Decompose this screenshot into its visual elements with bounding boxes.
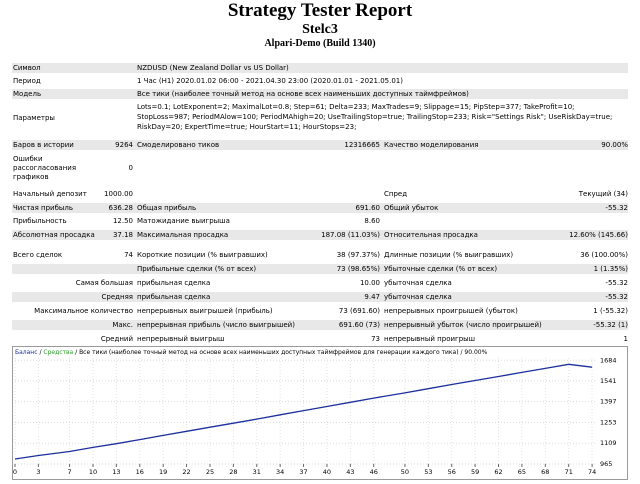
errors-label-1: Ошибки (13, 155, 43, 163)
period-label: Период (13, 77, 41, 85)
abs-drawdown-label: Абсолютная просадка (13, 231, 95, 239)
row-background (12, 63, 628, 73)
model-label: Модель (13, 90, 42, 98)
max-profit-value: 691.60 (73) (338, 321, 380, 329)
y-tick-label: 1684 (600, 356, 617, 365)
balance-chart-svg (12, 346, 628, 480)
chart-legend (15, 349, 488, 356)
x-tick-label: 7 (67, 468, 72, 476)
balance-chart (12, 346, 628, 480)
ticks-label: Смоделировано тиков (137, 141, 220, 149)
x-tick-label: 31 (252, 468, 261, 476)
errors-value: 0 (128, 164, 133, 172)
max-drawdown-label: Максимальная просадка (137, 231, 229, 239)
average-loss-label: убыточная сделка (384, 293, 452, 301)
short-positions-value: 38 (97.37%) (336, 251, 380, 259)
x-tick-label: 43 (346, 468, 355, 476)
x-tick-label: 68 (541, 468, 550, 476)
x-tick-label: 71 (564, 468, 573, 476)
bars-label: Баров в истории (13, 141, 74, 149)
errors-label-3: графиков (13, 173, 49, 181)
largest-profit-value: 10.00 (359, 279, 380, 287)
quality-label: Качество моделирования (384, 141, 479, 149)
y-tick-label: 1109 (600, 439, 617, 448)
model-value: Все тики (наиболее точный метод на основе всех наименьших доступных таймфреймов) (137, 90, 469, 98)
report-title: Strategy Tester Report (227, 0, 413, 21)
max-profit-label: непрерывная прибыль (число выигрышей) (137, 321, 295, 329)
short-positions-label: Короткие позиции (% выигравших) (137, 251, 268, 259)
bars-value: 9264 (115, 141, 133, 149)
gross-loss-label: Общий убыток (384, 204, 439, 212)
params-line-1: Lots=0.1; LotExponent=2; MaximalLot=0.8; Step=61; Delta=233; MaxTrades=9; Slippage=15; PipStep=377; TakeProfit=10; (137, 103, 575, 111)
max-count-wins-label: непрерывных выигрышей (прибыль) (137, 307, 273, 315)
legend-separator: / (37, 349, 44, 356)
ticks-value: 12316665 (344, 141, 380, 149)
long-positions-label: Длинные позиции (% выигравших) (384, 251, 514, 259)
x-tick-label: 40 (322, 468, 332, 476)
symbol-value: NZDUSD (New Zealand Dollar vs US Dollar) (137, 64, 289, 72)
errors-label-2: рассогласования (13, 164, 77, 172)
max-count-label: Максимальное количество (34, 307, 133, 315)
avg-consecutive-label: Средний (100, 335, 133, 343)
x-tick-label: 37 (299, 468, 308, 476)
spread-label: Спред (384, 190, 408, 198)
largest-profit-label: прибыльная сделка (137, 279, 211, 287)
max-count-losses-value: 1 (-55.32) (593, 307, 628, 315)
avg-consecutive-losses-label: непрерывный проигрыш (384, 335, 476, 343)
period-value: 1 Час (H1) 2020.01.02 06:00 - 2021.04.30 23:00 (2020.01.01 - 2021.05.01) (137, 77, 403, 85)
rel-drawdown-label: Относительная просадка (384, 231, 478, 239)
deposit-value: 1000.00 (104, 190, 133, 198)
x-tick-label: 46 (369, 468, 378, 476)
legend-description: / Все тики (наиболее точный метод на основе всех наименьших доступных таймфреймов для генерации каждого тика) / 90.00% (73, 349, 488, 356)
net-profit-label: Чистая прибыль (13, 204, 74, 212)
total-trades-label: Всего сделок (13, 251, 63, 259)
avg-consecutive-wins-value: 73 (371, 335, 380, 343)
x-tick-label: 34 (276, 468, 285, 476)
x-tick-label: 53 (424, 468, 433, 476)
avg-consecutive-wins-label: непрерывный выигрыш (137, 335, 225, 343)
profit-factor-value: 12.50 (112, 217, 133, 225)
average-profit-value: 9.47 (364, 293, 380, 301)
largest-label: Самая большая (75, 279, 133, 287)
long-positions-value: 36 (100.00%) (580, 251, 628, 259)
max-label: Макс. (112, 321, 133, 329)
max-count-wins-value: 73 (691.60) (338, 307, 380, 315)
symbol-label: Символ (13, 64, 41, 72)
x-tick-label: 65 (517, 468, 527, 476)
expected-payoff-label: Матожидание выигрыша (137, 217, 230, 225)
largest-loss-value: -55.32 (605, 279, 628, 287)
legend-balance: Баланс (15, 349, 38, 356)
x-tick-label: 0 (12, 468, 18, 476)
spread-value: Текущий (34) (578, 190, 628, 198)
max-count-losses-label: непрерывных проигрышей (убыток) (384, 307, 518, 315)
x-tick-label: 10 (88, 468, 98, 476)
y-tick-label: 965 (600, 460, 613, 468)
x-tick-label: 74 (587, 468, 597, 476)
x-tick-label: 25 (205, 468, 215, 476)
y-tick-label: 1253 (600, 418, 617, 427)
x-tick-label: 19 (159, 468, 168, 476)
gross-loss-value: -55.32 (605, 204, 628, 212)
gross-profit-label: Общая прибыль (137, 204, 197, 212)
x-tick-label: 3 (36, 468, 41, 476)
profit-trades-value: 73 (98.65%) (336, 265, 380, 273)
x-tick-label: 50 (400, 468, 410, 476)
gross-profit-value: 691.60 (355, 204, 380, 212)
chart-frame (13, 347, 628, 480)
x-tick-label: 62 (494, 468, 503, 476)
y-tick-label: 1397 (600, 397, 617, 406)
loss-trades-value: 1 (1.35%) (593, 265, 628, 273)
x-tick-label: 56 (447, 468, 456, 476)
params-line-3: RiskDay=20; ExpertTime=true; HourStart=11; HourStops=23; (137, 123, 357, 131)
total-trades-value: 74 (124, 251, 133, 259)
params-line-2: StopLoss=987; PeriodMAlow=100; PeriodMAhigh=20; UseTrailingStop=true; TrailingStop=233; Risk="Settings Risk"; UseRiskDay=true; (137, 113, 613, 121)
x-tick-label: 28 (229, 468, 238, 476)
params-label: Параметры (13, 114, 55, 122)
x-tick-label: 13 (112, 468, 121, 476)
profit-trades-label: Прибыльные сделки (% от всех) (137, 265, 257, 273)
x-tick-label: 22 (182, 468, 191, 476)
avg-consecutive-losses-value: 1 (623, 335, 628, 343)
max-loss-label: непрерывный убыток (число проигрышей) (384, 321, 542, 329)
profit-factor-label: Прибыльность (13, 217, 67, 225)
rel-drawdown-value: 12.60% (145.66) (569, 231, 628, 239)
average-profit-label: прибыльная сделка (137, 293, 211, 301)
expert-name: Stelc3 (302, 22, 338, 37)
max-loss-value: -55.32 (1) (593, 321, 628, 329)
largest-loss-label: убыточная сделка (384, 279, 452, 287)
server-name: Alpari-Demo (Build 1340) (264, 38, 376, 49)
loss-trades-label: Убыточные сделки (% от всех) (384, 265, 498, 273)
expected-payoff-value: 8.60 (364, 217, 380, 225)
legend-equity: Средства (43, 349, 74, 356)
average-loss-value: -55.32 (605, 293, 628, 301)
max-drawdown-value: 187.08 (11.03%) (321, 231, 380, 239)
quality-value: 90.00% (601, 141, 628, 149)
average-label: Средняя (101, 293, 133, 301)
x-tick-label: 59 (470, 468, 480, 476)
deposit-label: Начальный депозит (13, 190, 87, 198)
net-profit-value: 636.28 (108, 204, 133, 212)
y-tick-label: 1541 (600, 376, 617, 385)
abs-drawdown-value: 37.18 (112, 231, 133, 239)
x-tick-label: 16 (135, 468, 144, 476)
